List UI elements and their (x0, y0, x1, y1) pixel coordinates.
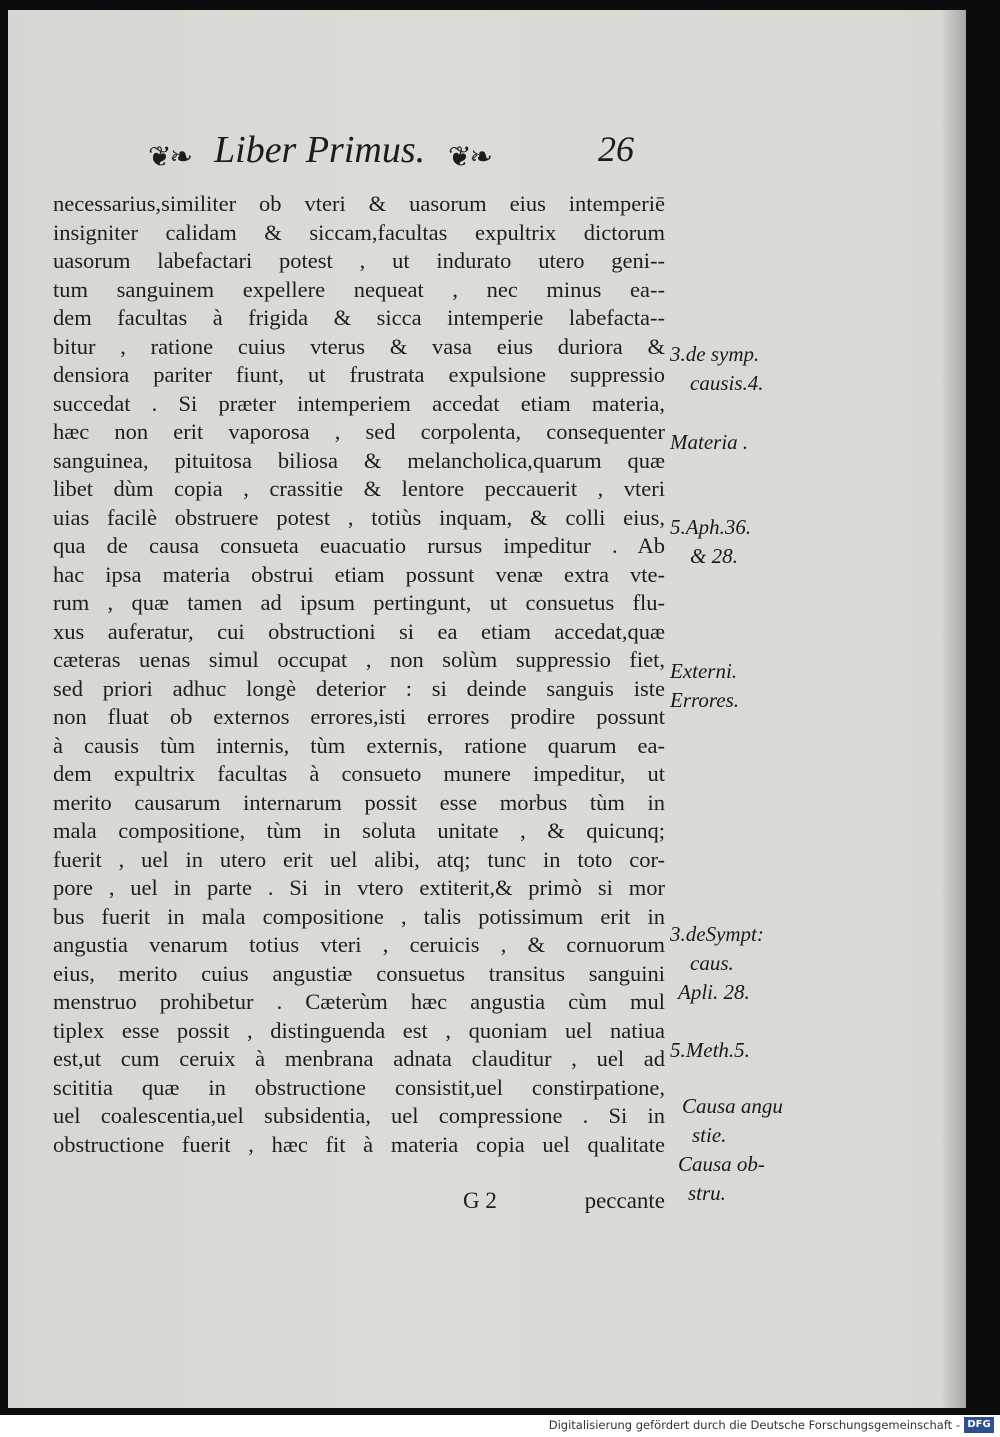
text-line: qua de causa consueta euacuatio rursus impeditur . Ab (53, 533, 665, 558)
text-line: tiplex esse possit , distinguenda est , quoniam uel natiua (53, 1017, 665, 1043)
text-line: est,ut cum ceruix à menbrana adnata clauditur , uel ad (53, 1046, 665, 1071)
margin-note-1 (670, 340, 810, 398)
margin-note-7 (670, 1092, 810, 1208)
text-line: tum sanguinem expellere nequeat , nec minus ea-- (53, 276, 665, 302)
text-line: hæc non erit vaporosa , sed corpolenta, consequenter (53, 419, 665, 444)
margin-note-line: Causa angu (682, 1094, 783, 1118)
text-line: sanguinea, pituitosa biliosa & melancholica,quarum quæ (53, 447, 665, 473)
text-line: fuerit , uel in utero erit uel alibi, atq; tunc in toto cor- (53, 846, 665, 872)
text-line: libet dùm copia , crassitie & lentore peccauerit , vteri (53, 476, 665, 501)
margin-note-line: 3.deSympt: (670, 922, 764, 946)
page-edge-shadow (940, 10, 966, 1408)
margin-note-line: Materia . (670, 430, 749, 454)
text-line: uias facilè obstruere potest , totiùs inquam, & colli eius, (53, 504, 665, 530)
margin-note-line: stru. (688, 1181, 726, 1205)
dfg-logo-icon: DFG (964, 1417, 994, 1433)
text-line: eius, merito cuius angustiæ consuetus transitus sanguini (53, 960, 665, 986)
ornament-right-icon: ❦❧ (448, 142, 491, 173)
text-line: scititia quæ in obstructione consistit,uel constirpatione, (53, 1074, 665, 1100)
text-line: menstruo prohibetur . Cæterùm hæc angustia cùm mul (53, 989, 665, 1014)
running-title: Liber Primus. (214, 129, 426, 171)
text-line: mala compositione, tùm in soluta unitate , & quicunq; (53, 818, 665, 843)
text-line: bitur , ratione cuius vterus & vasa eius duriora & (53, 333, 665, 359)
text-line: xus auferatur, cui obstructioni si ea etiam accedat,quæ (53, 618, 665, 644)
text-line: bus fuerit in mala compositione , talis potissimum erit in (53, 903, 665, 929)
margin-note-line: Causa ob- (678, 1152, 765, 1176)
margin-note-line: stie. (692, 1123, 727, 1147)
text-line: pore , uel in parte . Si in vtero extiterit,& primò si mor (53, 875, 665, 900)
margin-note-5 (670, 920, 810, 1007)
catchword: peccante (584, 1188, 665, 1213)
text-line: obstructione fuerit , hæc fit à materia copia uel qualitate (53, 1131, 665, 1157)
text-line: dem expultrix facultas à consueto munere impeditur, ut (53, 761, 665, 786)
funding-credit: Digitalisierung gefördert durch die Deutsche Forschungsgemeinschaft - (548, 1418, 960, 1432)
margin-note-line: Externi. (670, 659, 738, 683)
margin-note-line: causis.4. (690, 371, 764, 395)
margin-note-3 (670, 513, 810, 571)
margin-note-line: & 28. (690, 544, 738, 568)
text-line: rum , quæ tamen ad ipsum pertingunt, ut consuetus flu- (53, 590, 665, 615)
text-line: merito causarum internarum possit esse morbus tùm in (53, 789, 665, 815)
page-number: 26 (598, 129, 634, 169)
text-line: insigniter calidam & siccam,facultas expultrix dictorum (53, 219, 665, 245)
margin-note-2 (670, 428, 810, 457)
margin-note-line: 5.Meth.5. (670, 1038, 750, 1062)
margin-note-line: caus. (690, 951, 734, 975)
signature-mark: G 2 (463, 1188, 497, 1213)
margin-note-4 (670, 657, 810, 715)
text-line: necessarius,similiter ob vteri & uasorum eius intemperiē (53, 191, 665, 216)
margin-note-line: Apli. 28. (678, 980, 750, 1004)
ornament-left-icon: ❦❧ (148, 142, 191, 173)
margin-note-line: 3.de symp. (670, 342, 760, 366)
text-line: uasorum labefactari potest , ut indurato utero geni-- (53, 248, 665, 273)
text-line: cæteras uenas simul occupat , non solùm suppressio fiet, (53, 647, 665, 672)
running-header (148, 128, 668, 178)
text-line: angustia venarum totius vteri , ceruicis , & cornuorum (53, 932, 665, 957)
text-line: densiora pariter fiunt, ut frustrata expulsione suppressio (53, 362, 665, 387)
text-line: dem facultas à frigida & sicca intemperie labefacta-- (53, 305, 665, 330)
text-line: uel coalescentia,uel subsidentia, uel compressione . Si in (53, 1103, 665, 1128)
margin-note-6 (670, 1036, 810, 1065)
text-line: non fluat ob externos errores,isti errores prodire possunt (53, 704, 665, 729)
margin-note-line: 5.Aph.36. (670, 515, 752, 539)
text-line: hac ipsa materia obstrui etiam possunt venæ extra vte- (53, 561, 665, 587)
footer-bar (0, 1415, 1000, 1437)
main-text-block (53, 190, 665, 1159)
text-line: à causis tùm internis, tùm externis, ratione quarum ea- (53, 732, 665, 758)
margin-note-line: Errores. (670, 688, 740, 712)
text-line: succedat . Si præter intemperiem accedat etiam materia, (53, 390, 665, 416)
book-page (8, 10, 966, 1408)
text-line: sed priori adhuc longè deterior : si deinde sanguis iste (53, 675, 665, 701)
